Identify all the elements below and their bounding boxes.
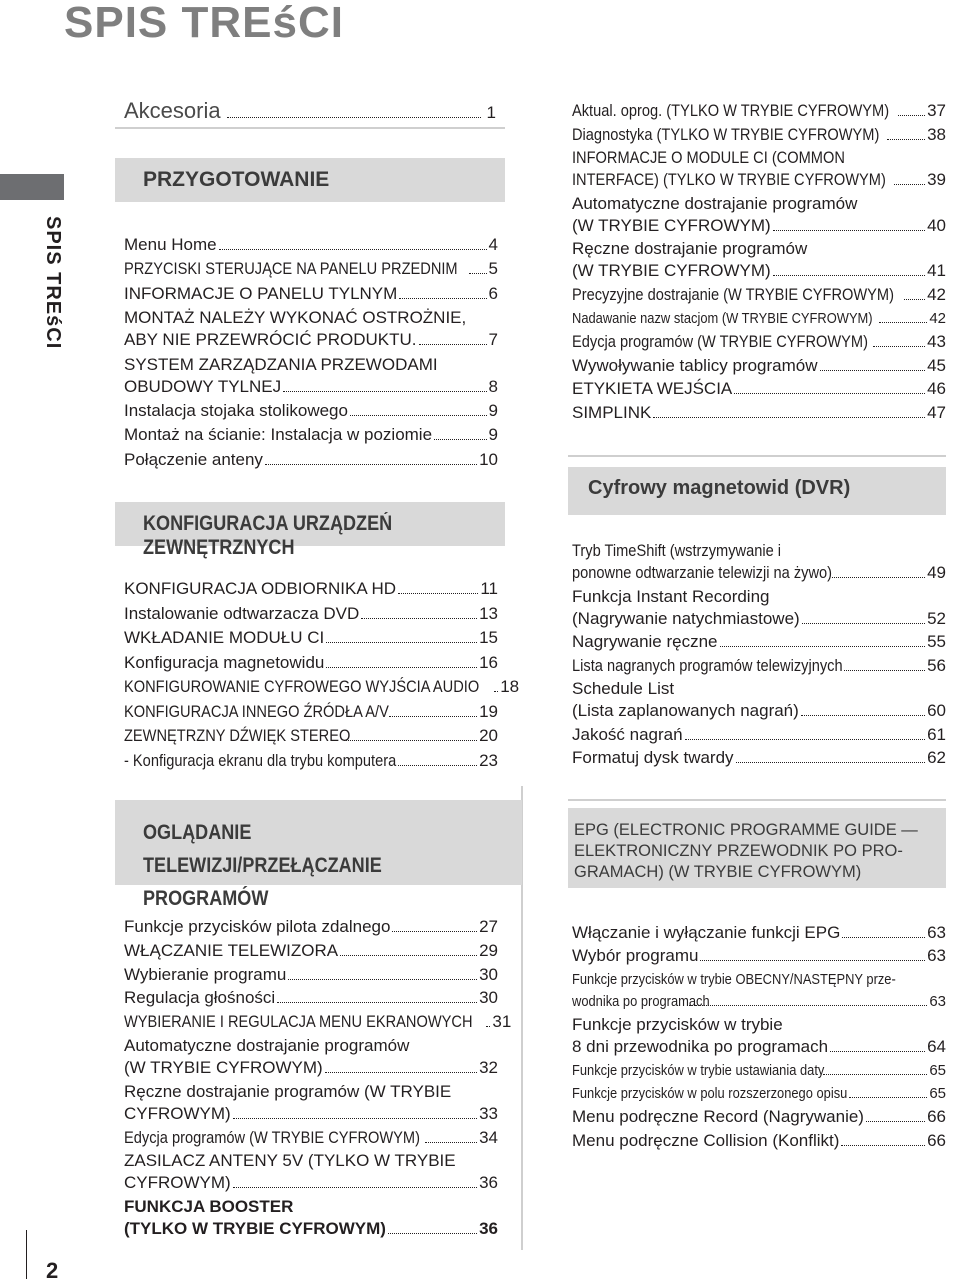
toc-entry[interactable]	[124, 449, 498, 471]
dot-leader	[801, 714, 925, 716]
dot-leader	[773, 274, 925, 276]
toc-entry-text: (W TRYBIE CYFROWYM)	[124, 1057, 323, 1077]
toc-entry-page: 4	[488, 235, 498, 254]
toc-entry-page: 39	[927, 170, 946, 190]
toc-entry[interactable]	[572, 100, 946, 122]
toc-entry-page: 63	[927, 923, 946, 942]
toc-entry-page: 36	[479, 1173, 498, 1193]
dot-leader	[326, 641, 477, 643]
section-heading-epg	[568, 808, 946, 888]
toc-entry-page: 47	[927, 402, 946, 422]
toc-entry-text: PRZYCISKI STERUJĄCE NA PANELU PRZEDNIM	[124, 259, 458, 279]
page-title: SPIS TREśCI	[64, 0, 344, 47]
toc-entry-text-line1: Ręczne dostrajanie programów (W TRYBIE	[124, 1081, 452, 1101]
toc-entry-page: 20	[479, 726, 498, 745]
toc-entry-text-line1: FUNKCJA BOOSTER	[124, 1197, 294, 1217]
dot-leader	[894, 183, 925, 185]
toc-entry[interactable]	[572, 238, 946, 282]
toc-entry[interactable]	[124, 676, 520, 698]
toc-entry-text: Nagrywanie ręczne	[572, 632, 718, 651]
toc-entry-text-line1: Automatyczne dostrajanie programów	[572, 193, 858, 213]
toc-entry-page: 66	[927, 1107, 946, 1127]
toc-entry[interactable]	[124, 283, 498, 305]
toc-entry[interactable]	[124, 400, 498, 422]
toc-entry-text: (TYLKO W TRYBIE CYFROWYM)	[124, 1219, 386, 1239]
toc-entry-text: 8 dni przewodnika po programach	[572, 1037, 829, 1057]
dot-leader	[849, 1096, 927, 1098]
toc-entry-text: Formatuj dysk twardy	[572, 748, 734, 767]
toc-entry[interactable]	[572, 586, 946, 630]
toc-entry[interactable]	[572, 1014, 946, 1058]
toc-entry-page: 5	[488, 259, 498, 279]
toc-entry[interactable]	[124, 307, 498, 351]
toc-entry[interactable]	[572, 308, 946, 330]
toc-list-ogladanie	[124, 916, 512, 1242]
toc-entry-page: 38	[927, 124, 946, 144]
dot-leader	[392, 930, 477, 932]
toc-entry[interactable]	[124, 1150, 498, 1194]
toc-entry-text: Instalacja stojaka stolikowego	[124, 400, 348, 420]
toc-entry-page: 30	[479, 964, 498, 984]
dot-leader	[830, 1050, 925, 1052]
toc-entry[interactable]	[572, 678, 946, 722]
toc-entry[interactable]	[572, 1060, 946, 1082]
dot-leader	[277, 1001, 477, 1003]
toc-entry-text-line1: Tryb TimeShift (wstrzymywanie i	[572, 541, 782, 560]
toc-entry-text: Wybór programu	[572, 946, 699, 966]
toc-entry[interactable]	[572, 147, 946, 191]
toc-list-epg	[572, 922, 946, 1153]
dot-leader	[326, 666, 477, 668]
toc-entry[interactable]	[572, 1106, 946, 1128]
toc-entry-text: Aktual. oprog. (TYLKO W TRYBIE CYFROWYM)	[572, 101, 890, 120]
toc-list-konfiguracja	[124, 578, 520, 774]
dot-leader	[887, 138, 926, 140]
toc-entry-page: 60	[927, 701, 946, 720]
toc-entry-text: Wywoływanie tablicy programów	[572, 355, 818, 375]
dot-leader	[219, 248, 487, 250]
dot-leader	[361, 617, 477, 619]
epg-heading-line1: EPG (ELECTRONIC PROGRAMME GUIDE —	[574, 821, 918, 839]
section-heading-dvr: Cyfrowy magnetowid (DVR)	[568, 467, 946, 515]
toc-entry-page: 37	[927, 101, 946, 120]
toc-entry-text: Diagnostyka (TYLKO W TRYBIE CYFROWYM)	[572, 124, 880, 144]
accessories-page: 1	[486, 103, 496, 122]
toc-entry-text: - Konfiguracja ekranu dla trybu komputera	[124, 750, 397, 770]
toc-entry-page: 42	[929, 309, 946, 327]
toc-entry-text: Montaż na ścianie: Instalacja w poziomie	[124, 425, 433, 445]
dot-leader	[233, 1117, 477, 1119]
margin-rule	[26, 1230, 27, 1279]
toc-entry-page: 34	[479, 1127, 498, 1147]
dot-leader	[802, 622, 925, 624]
toc-entry[interactable]	[124, 1127, 498, 1149]
toc-entry-text: SIMPLINK	[572, 402, 652, 422]
dot-leader	[398, 592, 478, 594]
toc-entry-text-line1: Funkcja Instant Recording	[572, 586, 770, 606]
toc-entry[interactable]	[124, 725, 498, 747]
toc-list-dvr	[572, 540, 946, 771]
dot-leader	[842, 936, 925, 938]
accessories-label: Akcesoria	[124, 98, 221, 123]
toc-entry-text: Precyzyjne dostrajanie (W TRYBIE CYFROWYM)	[572, 284, 894, 304]
dot-leader	[425, 1141, 477, 1143]
toc-entry-text: WKŁADANIE MODUŁU CI	[124, 628, 325, 647]
toc-entry-text: Nadawanie nazw stacjom (W TRYBIE CYFROWYM)	[572, 309, 873, 327]
toc-entry-text: KONFIGUROWANIE CYFROWEGO WYJŚCIA AUDIO	[124, 677, 480, 696]
toc-entry-text: (Nagrywanie natychmiastowe)	[572, 608, 800, 628]
toc-entry[interactable]	[124, 701, 498, 723]
toc-entry-page: 8	[488, 376, 498, 396]
toc-entry[interactable]	[572, 193, 946, 237]
toc-entry-page: 41	[927, 261, 946, 281]
toc-entry-text: Menu podręczne Collision (Konflikt)	[572, 1130, 840, 1150]
toc-entry-page: 66	[927, 1130, 946, 1150]
dot-leader	[265, 463, 477, 465]
toc-entry-page: 36	[479, 1219, 498, 1239]
toc-entry[interactable]	[572, 355, 946, 377]
toc-entry-text: Edycja programów (W TRYBIE CYFROWYM)	[124, 1127, 420, 1147]
page-number: 2	[46, 1258, 59, 1283]
side-tab-bar	[0, 174, 64, 200]
dot-leader	[283, 390, 486, 392]
toc-entry[interactable]	[124, 1011, 512, 1033]
dot-leader	[350, 414, 487, 416]
toc-entry-page: 65	[929, 1061, 946, 1079]
toc-entry-text: OBUDOWY TYLNEJ	[124, 376, 282, 396]
toc-entry-page: 10	[479, 449, 498, 469]
toc-entry-page: 23	[479, 750, 498, 770]
toc-entry-text: Menu Home	[124, 235, 217, 254]
toc-entry-page: 61	[927, 724, 946, 744]
toc-entry-page: 27	[479, 917, 498, 936]
toc-list-przygotowanie	[124, 234, 498, 473]
dot-leader	[823, 1073, 928, 1075]
toc-entry-page: 11	[480, 579, 498, 598]
dot-leader	[653, 416, 925, 418]
toc-entry[interactable]	[124, 258, 498, 280]
toc-entry[interactable]	[124, 964, 498, 986]
section-heading-konfiguracja-text: KONFIGURACJA URZĄDZEŃ ZEWNĘTRZNYCH	[143, 512, 393, 559]
toc-entry-page: 63	[927, 946, 946, 966]
toc-entry-text: ponowne odtwarzanie telewizji na żywo)	[572, 563, 833, 582]
epg-heading-line3: GRAMACH) (W TRYBIE CYFROWYM)	[574, 863, 862, 881]
dot-leader	[866, 1120, 925, 1122]
dot-leader	[844, 669, 925, 671]
toc-entry[interactable]	[124, 940, 498, 962]
toc-entry-text: Funkcje przycisków w trybie ustawiania daty	[572, 1061, 825, 1079]
dot-leader	[685, 738, 926, 740]
dot-leader	[233, 1186, 477, 1188]
dot-leader	[494, 690, 498, 692]
toc-entry-text: Konfiguracja magnetowidu	[124, 652, 325, 672]
dot-leader	[340, 954, 477, 956]
toc-entry-page: 29	[479, 940, 498, 960]
toc-entry-page: 13	[479, 603, 498, 623]
toc-entry-text-line1: MONTAŻ NALEŻY WYKONAĆ OSTROŻNIE,	[124, 308, 467, 328]
toc-entry-page: 55	[927, 632, 946, 651]
ogladanie-heading-line2: PROGRAMÓW	[143, 887, 269, 910]
dot-leader	[398, 764, 477, 766]
toc-entry-page: 45	[927, 355, 946, 375]
toc-entry[interactable]	[124, 1035, 498, 1079]
toc-entry-page: 6	[488, 283, 498, 303]
dot-leader	[720, 645, 926, 647]
toc-entry[interactable]	[572, 945, 946, 967]
toc-entry[interactable]	[124, 652, 498, 674]
toc-list-digital	[572, 100, 946, 426]
toc-entry[interactable]	[572, 922, 946, 944]
toc-entry-text: ABY NIE PRZEWRÓCIĆ PRODUKTU.	[124, 330, 417, 350]
dot-leader	[841, 1144, 925, 1146]
toc-entry-page: 42	[927, 284, 946, 304]
toc-entry[interactable]	[124, 1196, 498, 1240]
toc-entry[interactable]	[124, 603, 498, 625]
toc-entry-text-line1: INFORMACJE O MODULE CI (COMMON	[572, 148, 845, 168]
toc-entry-page: 19	[479, 701, 498, 721]
dot-leader	[898, 114, 925, 116]
toc-entry[interactable]	[124, 354, 498, 398]
toc-entry[interactable]	[572, 969, 946, 1013]
toc-entry-text: WYBIERANIE I REGULACJA MENU EKRANOWYCH	[124, 1012, 473, 1032]
dot-leader	[879, 321, 928, 323]
toc-entry-page: 49	[927, 563, 946, 582]
toc-entry-text-line1: Automatyczne dostrajanie programów	[124, 1035, 410, 1055]
toc-entry-page: 15	[479, 628, 498, 647]
toc-entry-page: 56	[927, 655, 946, 675]
toc-entry-page: 16	[479, 652, 498, 672]
dot-leader	[700, 959, 925, 961]
dot-leader	[904, 298, 926, 300]
dot-leader	[388, 1232, 477, 1234]
dot-leader	[736, 761, 926, 763]
toc-entry-page: 30	[479, 988, 498, 1008]
toc-entry-page: 31	[492, 1012, 512, 1032]
toc-entry-text-line1: SYSTEM ZARZĄDZANIA PRZEWODAMI	[124, 354, 438, 374]
toc-entry-text: Funkcje przycisków pilota zdalnego	[124, 917, 391, 936]
toc-entry[interactable]	[572, 724, 946, 746]
toc-entry-text: (W TRYBIE CYFROWYM)	[572, 261, 771, 281]
toc-entry[interactable]	[572, 655, 946, 677]
toc-entry-text: Edycja programów (W TRYBIE CYFROWYM)	[572, 332, 868, 352]
toc-entry[interactable]	[572, 1130, 946, 1152]
toc-entry[interactable]	[124, 234, 498, 256]
toc-entry-text: KONFIGURACJA ODBIORNIKA HD	[124, 579, 397, 598]
toc-entry-page: 63	[929, 992, 946, 1010]
toc-entry-page: 64	[927, 1037, 946, 1057]
toc-entry-page: 32	[479, 1057, 498, 1077]
toc-entry-page: 9	[488, 400, 498, 420]
dot-leader	[734, 392, 925, 394]
toc-entry-page: 9	[488, 425, 498, 445]
toc-entry-accessories[interactable]	[124, 98, 496, 124]
toc-entry-text: wodnika po programach	[572, 992, 710, 1010]
toc-entry-text: CYFROWYM)	[124, 1103, 231, 1123]
toc-entry-text: Menu podręczne Record (Nagrywanie)	[572, 1107, 864, 1127]
ogladanie-heading-line1: OGLĄDANIE TELEWIZJI/PRZEŁĄCZANIE	[143, 821, 382, 877]
toc-entry[interactable]	[572, 284, 946, 306]
dot-leader	[486, 1025, 490, 1027]
toc-entry-text: Jakość nagrań	[572, 724, 683, 744]
toc-entry-text-line1: Schedule List	[572, 679, 675, 698]
toc-entry-page: 40	[927, 215, 946, 235]
toc-entry[interactable]	[572, 540, 946, 584]
dot-leader	[399, 297, 486, 299]
toc-entry[interactable]	[572, 402, 946, 424]
toc-entry[interactable]	[572, 1083, 946, 1105]
toc-entry[interactable]	[572, 124, 946, 146]
toc-entry-text-line1: ZASILACZ ANTENY 5V (TYLKO W TRYBIE	[124, 1151, 456, 1171]
toc-entry-page: 62	[927, 748, 946, 767]
toc-entry-text: (W TRYBIE CYFROWYM)	[572, 215, 771, 235]
section-heading-ogladanie	[115, 800, 522, 910]
toc-entry-page: 52	[927, 608, 946, 628]
section-heading-przygotowanie: PRZYGOTOWANIE	[115, 158, 505, 202]
dot-leader	[325, 1071, 477, 1073]
toc-entry[interactable]	[572, 747, 946, 769]
epg-heading-line2: ELEKTRONICZNY PRZEWODNIK PO PRO-	[574, 842, 903, 860]
toc-entry-text: INTERFACE) (TYLKO W TRYBIE CYFROWYM)	[572, 170, 886, 190]
dot-leader	[344, 739, 477, 741]
toc-entry-text: Lista nagranych programów telewizyjnych	[572, 655, 843, 675]
toc-entry-page: 46	[927, 379, 946, 399]
side-tab-label: SPIS TREśCI	[42, 216, 64, 350]
section-heading-konfiguracja	[115, 502, 505, 559]
toc-entry-text: ZEWNĘTRZNY DŹWIĘK STEREO	[124, 726, 351, 745]
toc-entry[interactable]	[572, 631, 946, 653]
toc-entry[interactable]	[124, 424, 498, 446]
toc-entry[interactable]	[124, 1081, 498, 1125]
toc-entry-text-line1: Funkcje przycisków w trybie	[572, 1015, 783, 1035]
toc-entry-text: Funkcje przycisków w polu rozszerzonego opisu	[572, 1084, 848, 1102]
toc-entry-text: INFORMACJE O PANELU TYLNYM	[124, 283, 398, 303]
toc-entry-text: ETYKIETA WEJŚCIA	[572, 379, 733, 399]
toc-entry-text: WŁĄCZANIE TELEWIZORA	[124, 940, 339, 960]
toc-entry[interactable]	[124, 578, 498, 600]
dot-leader	[873, 345, 925, 347]
toc-entry[interactable]	[572, 378, 946, 400]
toc-entry[interactable]	[124, 916, 498, 938]
dot-leader	[820, 369, 926, 371]
toc-entry-text: CYFROWYM)	[124, 1173, 231, 1193]
toc-entry-text-line1: Ręczne dostrajanie programów	[572, 239, 808, 259]
toc-entry-text: Włączanie i wyłączanie funkcji EPG	[572, 923, 841, 942]
dot-leader	[389, 715, 477, 717]
toc-entry-page: 7	[488, 330, 498, 350]
toc-entry[interactable]	[124, 750, 498, 772]
dot-leader	[288, 978, 477, 980]
dot-leader	[832, 576, 926, 578]
toc-entry-page: 43	[927, 332, 946, 352]
toc-entry-text-line1: Funkcje przycisków w trybie OBECNY/NASTĘPNY prze-	[572, 970, 896, 988]
toc-entry-page: 33	[479, 1103, 498, 1123]
dot-leader	[434, 438, 486, 440]
dot-leader	[419, 343, 487, 345]
toc-entry-text: Połączenie anteny	[124, 449, 263, 469]
toc-entry-text: Instalowanie odtwarzacza DVD	[124, 603, 360, 623]
toc-entry-text: KONFIGURACJA INNEGO ŹRÓDŁA A/V	[124, 701, 389, 721]
dot-leader	[773, 229, 925, 231]
toc-entry[interactable]	[124, 627, 498, 649]
dot-leader	[227, 116, 481, 118]
toc-entry-text: (Lista zaplanowanych nagrań)	[572, 701, 799, 720]
toc-entry[interactable]	[124, 987, 498, 1009]
toc-entry-page: 65	[929, 1084, 946, 1102]
toc-entry[interactable]	[572, 331, 946, 353]
dot-leader	[469, 272, 486, 274]
toc-entry-page: 18	[500, 677, 520, 696]
toc-entry-text: Wybieranie programu	[124, 964, 287, 984]
dot-leader	[689, 1004, 927, 1006]
toc-entry-text: Regulacja głośności	[124, 988, 276, 1008]
